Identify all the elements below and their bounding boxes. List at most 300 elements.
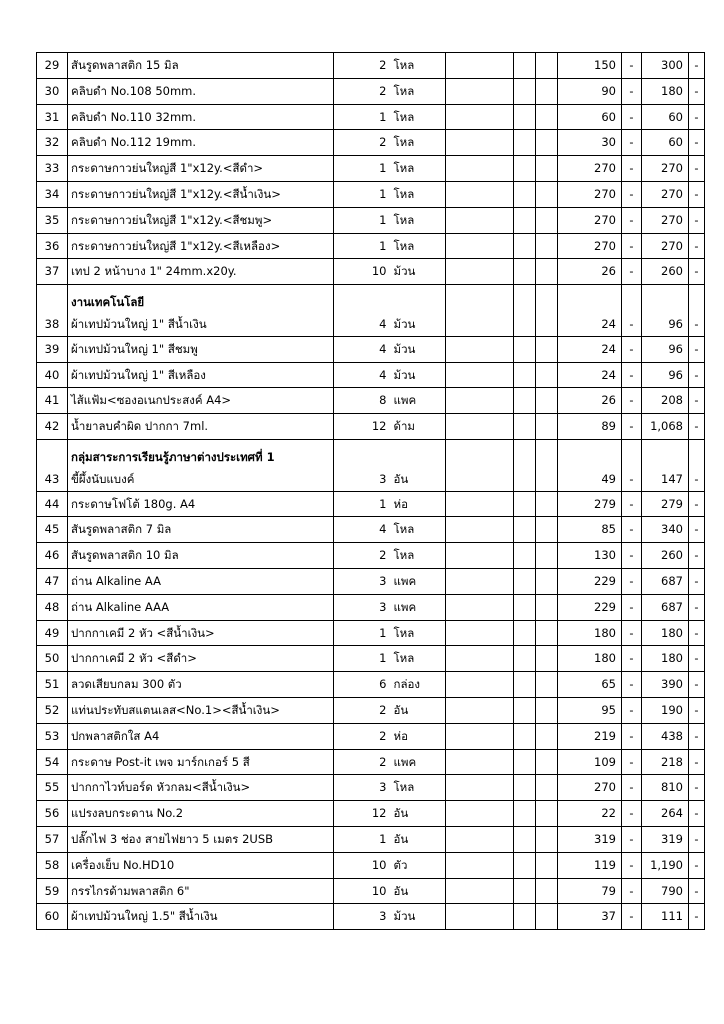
empty-cell <box>536 775 558 801</box>
table-row <box>37 104 705 130</box>
empty-cell <box>514 362 536 388</box>
item-description <box>68 336 334 362</box>
table-row <box>37 904 705 930</box>
item-name: ปลั๊กไฟ 3 ช่อง สายไฟยาว 5 เมตร 2USB <box>71 831 274 846</box>
total-satang: - <box>689 53 705 79</box>
empty-cell <box>446 775 514 801</box>
item-number: 41 <box>37 388 68 414</box>
empty-cell <box>514 723 536 749</box>
item-quantity: 12 <box>334 414 390 440</box>
empty-cell <box>536 130 558 156</box>
item-unit-price: 270 <box>558 207 622 233</box>
item-description <box>68 594 334 620</box>
item-name: กระดาษกาวย่นใหญ่สี 1"x12y.<สีน้ำเงิน> <box>71 187 281 202</box>
item-unit: โหล <box>390 181 446 207</box>
empty-cell <box>536 852 558 878</box>
empty-cell <box>536 491 558 517</box>
item-number: 46 <box>37 543 68 569</box>
item-total: 790 <box>642 878 689 904</box>
empty-cell <box>536 749 558 775</box>
item-total: 190 <box>642 697 689 723</box>
table-row <box>37 878 705 904</box>
item-name: ผ้าเทปม้วนใหญ่ 1" สีเหลือง <box>71 367 206 382</box>
unit-price-satang: - <box>622 852 642 878</box>
table-row <box>37 672 705 698</box>
empty-cell <box>514 672 536 698</box>
empty-cell <box>536 285 558 337</box>
total-satang: - <box>689 775 705 801</box>
item-name: แปรงลบกระดาน No.2 <box>71 806 184 821</box>
item-description <box>68 775 334 801</box>
item-quantity: 1 <box>334 156 390 182</box>
item-unit-price: 89 <box>558 414 622 440</box>
item-description <box>68 672 334 698</box>
empty-cell <box>514 491 536 517</box>
empty-cell <box>514 646 536 672</box>
item-unit-price: 270 <box>558 233 622 259</box>
item-unit-price: 150 <box>558 53 622 79</box>
item-total: 260 <box>642 543 689 569</box>
item-unit-price: 49 <box>558 439 622 491</box>
item-unit: โหล <box>390 543 446 569</box>
item-name: คลิบดำ No.112 19mm. <box>71 135 197 150</box>
empty-cell <box>514 233 536 259</box>
empty-cell <box>536 259 558 285</box>
empty-cell <box>446 104 514 130</box>
item-quantity: 3 <box>334 594 390 620</box>
item-quantity: 3 <box>334 904 390 930</box>
item-quantity: 2 <box>334 543 390 569</box>
empty-cell <box>536 362 558 388</box>
table-row <box>37 336 705 362</box>
total-satang: - <box>689 568 705 594</box>
empty-cell <box>536 388 558 414</box>
item-name: คลิบดำ No.110 32mm. <box>71 109 197 124</box>
empty-cell <box>514 568 536 594</box>
unit-price-satang: - <box>622 285 642 337</box>
total-satang: - <box>689 156 705 182</box>
item-total: 1,190 <box>642 852 689 878</box>
empty-cell <box>514 414 536 440</box>
item-unit: ห่อ <box>390 491 446 517</box>
item-number: 52 <box>37 697 68 723</box>
item-total: 111 <box>642 904 689 930</box>
section-heading: งานเทคโนโลยี <box>71 295 145 310</box>
empty-cell <box>446 181 514 207</box>
empty-cell <box>536 233 558 259</box>
empty-cell <box>446 801 514 827</box>
empty-cell <box>536 801 558 827</box>
empty-cell <box>536 156 558 182</box>
item-name: ถ่าน Alkaline AA <box>71 574 161 589</box>
empty-cell <box>446 233 514 259</box>
table-row <box>37 491 705 517</box>
item-unit-price: 65 <box>558 672 622 698</box>
table-row <box>37 801 705 827</box>
item-unit-price: 130 <box>558 543 622 569</box>
item-description <box>68 104 334 130</box>
item-name: ปากกาเคมี 2 หัว <สีดำ> <box>71 651 197 666</box>
total-satang: - <box>689 207 705 233</box>
item-total: 390 <box>642 672 689 698</box>
item-unit: โหล <box>390 104 446 130</box>
item-unit: ห่อ <box>390 723 446 749</box>
item-total: 687 <box>642 568 689 594</box>
table-row <box>37 775 705 801</box>
unit-price-satang: - <box>622 362 642 388</box>
empty-cell <box>536 826 558 852</box>
unit-price-satang: - <box>622 181 642 207</box>
item-number: 42 <box>37 414 68 440</box>
unit-price-satang: - <box>622 104 642 130</box>
table-row <box>37 852 705 878</box>
unit-price-satang: - <box>622 517 642 543</box>
item-quantity: 1 <box>334 181 390 207</box>
item-unit-price: 24 <box>558 362 622 388</box>
item-name: เครื่องเย็บ No.HD10 <box>71 857 175 872</box>
unit-price-satang: - <box>622 568 642 594</box>
empty-cell <box>446 672 514 698</box>
empty-cell <box>514 904 536 930</box>
item-total: 687 <box>642 594 689 620</box>
empty-cell <box>536 904 558 930</box>
empty-cell <box>446 594 514 620</box>
item-description <box>68 517 334 543</box>
empty-cell <box>514 388 536 414</box>
item-unit: โหล <box>390 646 446 672</box>
item-unit-price: 85 <box>558 517 622 543</box>
table-row <box>37 259 705 285</box>
empty-cell <box>446 336 514 362</box>
unit-price-satang: - <box>622 749 642 775</box>
item-quantity: 1 <box>334 620 390 646</box>
empty-cell <box>446 285 514 337</box>
item-total: 810 <box>642 775 689 801</box>
unit-price-satang: - <box>622 130 642 156</box>
empty-cell <box>446 723 514 749</box>
item-total: 340 <box>642 517 689 543</box>
item-name: ผ้าเทปม้วนใหญ่ 1.5" สีน้ำเงิน <box>71 909 218 924</box>
item-total: 300 <box>642 53 689 79</box>
item-quantity: 2 <box>334 78 390 104</box>
empty-cell <box>536 697 558 723</box>
empty-cell <box>536 723 558 749</box>
item-unit-price: 279 <box>558 491 622 517</box>
empty-cell <box>536 543 558 569</box>
unit-price-satang: - <box>622 439 642 491</box>
item-description <box>68 543 334 569</box>
item-unit-price: 180 <box>558 620 622 646</box>
empty-cell <box>536 568 558 594</box>
item-unit-price: 37 <box>558 904 622 930</box>
empty-cell <box>514 517 536 543</box>
empty-cell <box>446 852 514 878</box>
item-unit: แพค <box>390 568 446 594</box>
total-satang: - <box>689 388 705 414</box>
item-total: 60 <box>642 130 689 156</box>
total-satang: - <box>689 259 705 285</box>
item-unit: โหล <box>390 78 446 104</box>
item-number: 29 <box>37 53 68 79</box>
item-number: 38 <box>37 285 68 337</box>
empty-cell <box>514 78 536 104</box>
item-name: ปกพลาสติกใส A4 <box>71 728 160 743</box>
item-number: 45 <box>37 517 68 543</box>
empty-cell <box>536 414 558 440</box>
empty-cell <box>514 594 536 620</box>
item-number: 43 <box>37 439 68 491</box>
item-name: กระดาษกาวย่นใหญ่สี 1"x12y.<สีชมพู> <box>71 212 273 227</box>
item-description <box>68 130 334 156</box>
item-number: 49 <box>37 620 68 646</box>
item-number: 36 <box>37 233 68 259</box>
table-row <box>37 233 705 259</box>
item-total: 60 <box>642 104 689 130</box>
item-name: แท่นประทับสแตนเลส<No.1><สีน้ำเงิน> <box>71 703 280 717</box>
total-satang: - <box>689 285 705 337</box>
empty-cell <box>536 594 558 620</box>
total-satang: - <box>689 594 705 620</box>
empty-cell <box>446 620 514 646</box>
unit-price-satang: - <box>622 336 642 362</box>
item-quantity: 10 <box>334 852 390 878</box>
item-unit: อัน <box>390 697 446 723</box>
item-quantity: 12 <box>334 801 390 827</box>
item-number: 59 <box>37 878 68 904</box>
item-description <box>68 904 334 930</box>
table-row <box>37 439 705 491</box>
empty-cell <box>446 259 514 285</box>
item-unit-price: 60 <box>558 104 622 130</box>
item-description <box>68 181 334 207</box>
item-description <box>68 362 334 388</box>
empty-cell <box>536 78 558 104</box>
item-total: 96 <box>642 285 689 337</box>
unit-price-satang: - <box>622 646 642 672</box>
empty-cell <box>446 568 514 594</box>
item-unit: โหล <box>390 207 446 233</box>
item-number: 31 <box>37 104 68 130</box>
item-unit: โหล <box>390 620 446 646</box>
item-total: 270 <box>642 207 689 233</box>
empty-cell <box>536 646 558 672</box>
table-row <box>37 697 705 723</box>
item-unit-price: 24 <box>558 336 622 362</box>
unit-price-satang: - <box>622 594 642 620</box>
item-name: คลิบดำ No.108 50mm. <box>71 83 197 98</box>
item-number: 39 <box>37 336 68 362</box>
item-unit: แพค <box>390 594 446 620</box>
item-description <box>68 852 334 878</box>
item-description <box>68 285 334 337</box>
item-unit: ม้วน <box>390 904 446 930</box>
item-name: กระดาษโฟโต้ 180g. A4 <box>71 496 196 511</box>
item-total: 1,068 <box>642 414 689 440</box>
item-total: 270 <box>642 181 689 207</box>
item-unit-price: 22 <box>558 801 622 827</box>
item-total: 319 <box>642 826 689 852</box>
empty-cell <box>446 53 514 79</box>
item-unit: แพค <box>390 749 446 775</box>
table-row <box>37 620 705 646</box>
item-unit-price: 26 <box>558 259 622 285</box>
unit-price-satang: - <box>622 53 642 79</box>
unit-price-satang: - <box>622 233 642 259</box>
item-total: 180 <box>642 646 689 672</box>
item-description <box>68 259 334 285</box>
item-unit: ด้าม <box>390 414 446 440</box>
unit-price-satang: - <box>622 878 642 904</box>
item-description <box>68 439 334 491</box>
item-total: 270 <box>642 233 689 259</box>
item-unit-price: 24 <box>558 285 622 337</box>
item-quantity: 2 <box>334 53 390 79</box>
item-unit: แพค <box>390 388 446 414</box>
item-unit-price: 26 <box>558 388 622 414</box>
table-row <box>37 414 705 440</box>
item-total: 279 <box>642 491 689 517</box>
item-unit: ม้วน <box>390 362 446 388</box>
item-description <box>68 388 334 414</box>
item-number: 48 <box>37 594 68 620</box>
item-quantity: 10 <box>334 878 390 904</box>
item-unit: โหล <box>390 53 446 79</box>
empty-cell <box>536 620 558 646</box>
item-unit: ม้วน <box>390 259 446 285</box>
empty-cell <box>514 826 536 852</box>
item-quantity: 3 <box>334 439 390 491</box>
item-quantity: 1 <box>334 104 390 130</box>
item-number: 35 <box>37 207 68 233</box>
empty-cell <box>514 156 536 182</box>
total-satang: - <box>689 749 705 775</box>
empty-cell <box>536 181 558 207</box>
empty-cell <box>536 878 558 904</box>
empty-cell <box>514 104 536 130</box>
empty-cell <box>536 104 558 130</box>
item-unit-price: 319 <box>558 826 622 852</box>
empty-cell <box>446 156 514 182</box>
item-quantity: 2 <box>334 723 390 749</box>
item-total: 96 <box>642 362 689 388</box>
total-satang: - <box>689 104 705 130</box>
unit-price-satang: - <box>622 826 642 852</box>
item-name: กระดาษ Post-it เพจ มาร์กเกอร์ 5 สี <box>71 754 250 769</box>
item-description <box>68 233 334 259</box>
item-unit-price: 180 <box>558 646 622 672</box>
item-number: 56 <box>37 801 68 827</box>
item-name: ลวดเสียบกลม 300 ตัว <box>71 677 182 692</box>
item-number: 40 <box>37 362 68 388</box>
item-quantity: 1 <box>334 207 390 233</box>
empty-cell <box>446 207 514 233</box>
item-number: 34 <box>37 181 68 207</box>
empty-cell <box>446 78 514 104</box>
item-unit-price: 79 <box>558 878 622 904</box>
empty-cell <box>514 181 536 207</box>
item-quantity: 10 <box>334 259 390 285</box>
item-quantity: 1 <box>334 646 390 672</box>
empty-cell <box>536 439 558 491</box>
item-quantity: 1 <box>334 826 390 852</box>
unit-price-satang: - <box>622 801 642 827</box>
empty-cell <box>446 904 514 930</box>
unit-price-satang: - <box>622 207 642 233</box>
item-quantity: 4 <box>334 362 390 388</box>
table-row <box>37 207 705 233</box>
item-number: 58 <box>37 852 68 878</box>
unit-price-satang: - <box>622 78 642 104</box>
item-unit-price: 229 <box>558 568 622 594</box>
item-name: กระดาษกาวย่นใหญ่สี 1"x12y.<สีเหลือง> <box>71 238 281 253</box>
item-total: 147 <box>642 439 689 491</box>
item-description <box>68 878 334 904</box>
total-satang: - <box>689 543 705 569</box>
item-unit: โหล <box>390 233 446 259</box>
item-quantity: 1 <box>334 491 390 517</box>
total-satang: - <box>689 646 705 672</box>
item-quantity: 3 <box>334 775 390 801</box>
empty-cell <box>446 749 514 775</box>
item-unit: โหล <box>390 517 446 543</box>
item-number: 47 <box>37 568 68 594</box>
table-row <box>37 181 705 207</box>
empty-cell <box>536 53 558 79</box>
item-quantity: 4 <box>334 285 390 337</box>
item-unit-price: 270 <box>558 775 622 801</box>
item-unit: ม้วน <box>390 285 446 337</box>
total-satang: - <box>689 181 705 207</box>
item-number: 32 <box>37 130 68 156</box>
item-quantity: 2 <box>334 697 390 723</box>
item-unit: กล่อง <box>390 672 446 698</box>
unit-price-satang: - <box>622 620 642 646</box>
item-quantity: 4 <box>334 336 390 362</box>
empty-cell <box>446 388 514 414</box>
empty-cell <box>446 130 514 156</box>
empty-cell <box>446 543 514 569</box>
unit-price-satang: - <box>622 414 642 440</box>
item-unit-price: 30 <box>558 130 622 156</box>
total-satang: - <box>689 904 705 930</box>
item-number: 33 <box>37 156 68 182</box>
total-satang: - <box>689 439 705 491</box>
empty-cell <box>446 646 514 672</box>
total-satang: - <box>689 130 705 156</box>
item-unit-price: 270 <box>558 156 622 182</box>
total-satang: - <box>689 723 705 749</box>
empty-cell <box>536 336 558 362</box>
item-description <box>68 646 334 672</box>
unit-price-satang: - <box>622 904 642 930</box>
item-description <box>68 723 334 749</box>
item-unit: อัน <box>390 878 446 904</box>
section-heading: กลุ่มสาระการเรียนรู้ภาษาต่างประเทศที่ 1 <box>71 450 275 465</box>
table-row <box>37 130 705 156</box>
item-number: 53 <box>37 723 68 749</box>
item-unit: อัน <box>390 826 446 852</box>
empty-cell <box>514 749 536 775</box>
empty-cell <box>536 517 558 543</box>
item-description <box>68 53 334 79</box>
item-quantity: 8 <box>334 388 390 414</box>
item-name: ปากกาเคมี 2 หัว <สีน้ำเงิน> <box>71 625 215 640</box>
total-satang: - <box>689 620 705 646</box>
unit-price-satang: - <box>622 491 642 517</box>
item-number: 51 <box>37 672 68 698</box>
total-satang: - <box>689 362 705 388</box>
item-total: 180 <box>642 78 689 104</box>
